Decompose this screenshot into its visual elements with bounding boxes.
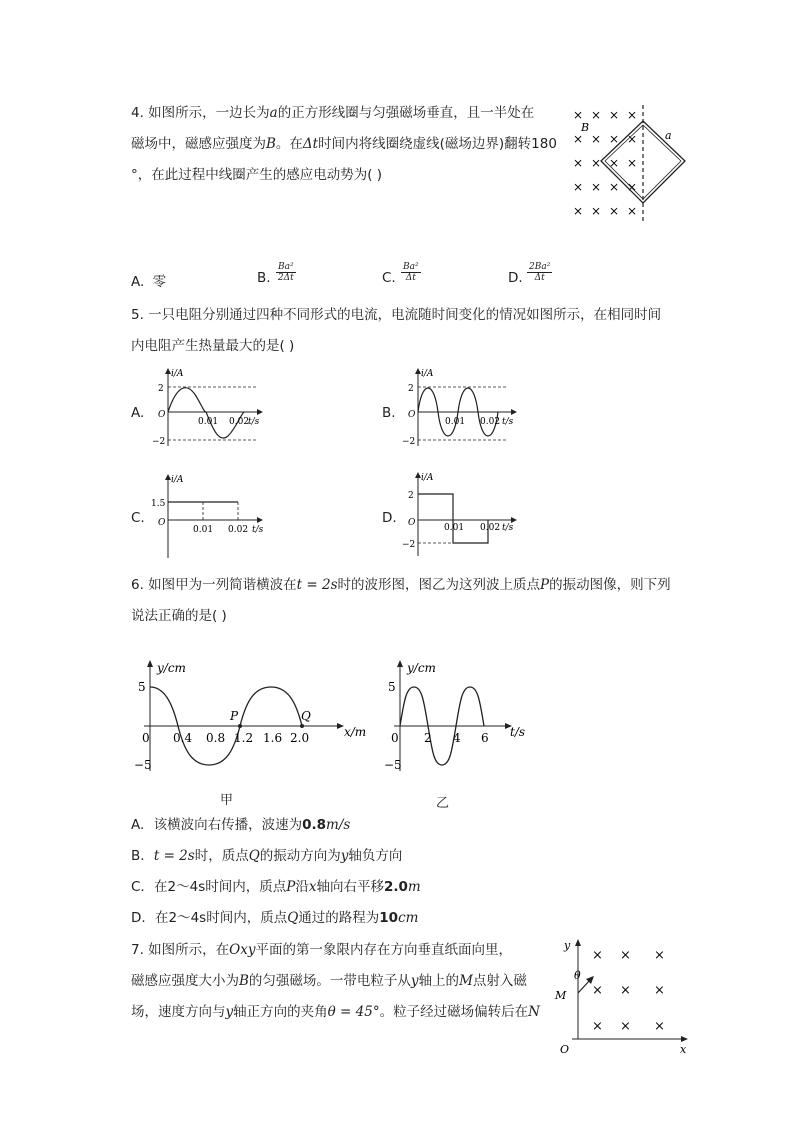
x-tick-1.6: 1.6 — [263, 731, 283, 745]
point-P-dot — [238, 724, 242, 728]
x-label: t/s — [248, 417, 260, 427]
caption-jia: 甲 — [220, 793, 234, 808]
q5-option-b-label[interactable]: B. — [382, 405, 396, 421]
x-label: t/s — [502, 523, 514, 533]
q6-line-2: 说法正确的是( ) — [131, 608, 227, 624]
y-tick-neg5: −5 — [134, 758, 152, 772]
x-tick-0.8: 0.8 — [206, 731, 226, 745]
y-tick-2: 2 — [408, 384, 414, 394]
x-label: x/m — [344, 725, 367, 739]
y-tick-1.5: 1.5 — [151, 499, 166, 509]
theta-label: θ — [574, 969, 581, 982]
field-cross: × — [609, 108, 620, 122]
field-cross: × — [592, 948, 603, 963]
y-label: y — [564, 939, 571, 952]
field-cross: × — [573, 108, 584, 122]
magnetic-field-crosses — [592, 948, 665, 1034]
x-axis-arrow — [681, 1036, 688, 1042]
x-axis-arrow — [511, 409, 517, 415]
y-tick-2: 2 — [158, 384, 164, 394]
field-cross: × — [654, 1019, 665, 1034]
q4-option-b-fraction: $\frac{\text{Ba²}}{2\Delta t}$ — [277, 262, 294, 283]
field-cross: × — [591, 132, 602, 146]
q4-line-1: 4. 如图所示，一边长为a的正方形线圈与匀强磁场垂直，且一半处在 — [131, 105, 535, 121]
q7-line-1: 7. 如图所示，在Oxy平面的第一象限内存在方向垂直纸面向里， — [131, 942, 512, 958]
y-label: i/A — [171, 369, 184, 379]
field-cross: × — [592, 983, 603, 998]
point-Q-dot — [300, 724, 304, 728]
origin-label: O — [408, 410, 416, 420]
q7-line-2: 磁感应强度大小为B的匀强磁场。一带电粒子从y轴上的M点射入磁 — [131, 973, 527, 989]
origin-label: O — [408, 518, 416, 528]
field-cross: × — [592, 1019, 603, 1034]
x-tick-001: 0.01 — [193, 525, 214, 535]
y-axis-arrow — [147, 660, 153, 667]
caption-yi: 乙 — [436, 796, 450, 811]
field-cross: × — [609, 156, 620, 170]
field-cross: × — [627, 180, 638, 194]
x-label: t/s — [252, 525, 264, 535]
x-tick-002: 0.02 — [229, 417, 250, 427]
y-label: y/cm — [157, 661, 186, 675]
q6-figure-jia-waveform — [130, 656, 375, 776]
q5-graph-c — [148, 472, 268, 562]
field-cross: × — [591, 204, 602, 218]
x-label: t/s — [510, 725, 526, 739]
q6-option-d[interactable]: D. 在2～4s时间内，质点Q通过的路程为10cm — [131, 910, 419, 926]
x-tick-1.2: 1.2 — [234, 731, 254, 745]
point-Q-label: Q — [301, 709, 311, 723]
y-axis-arrow — [397, 660, 403, 667]
fig-label-B: B — [581, 121, 590, 134]
q5-line-1: 5. 一只电阻分别通过四种不同形式的电流，电流随时间变化的情况如图所示，在相同时间 — [131, 307, 662, 323]
x-tick-0.4: 0.4 — [173, 731, 193, 745]
q4-option-d-label[interactable]: D. — [508, 270, 523, 286]
q7-figure-quadrant-field — [548, 935, 698, 1057]
x-tick-001: 0.01 — [444, 523, 465, 533]
q4-option-c-label[interactable]: C. — [382, 270, 396, 286]
point-P-label: P — [230, 709, 239, 723]
field-cross: × — [609, 204, 620, 218]
x-tick-002: 0.02 — [228, 525, 249, 535]
field-cross: × — [591, 108, 602, 122]
field-cross: × — [609, 132, 620, 146]
q5-option-d-label[interactable]: D. — [382, 510, 397, 526]
field-cross: × — [627, 156, 638, 170]
y-tick-5: 5 — [388, 680, 396, 694]
y-tick-neg5: −5 — [384, 758, 402, 772]
field-cross: × — [654, 983, 665, 998]
q4-line-2: 磁场中，磁感应强度为B。在Δt时间内将线圈绕虚线(磁场边界)翻转180 — [131, 136, 557, 152]
origin-label: O — [158, 518, 166, 528]
y-tick-neg2: −2 — [152, 437, 166, 447]
field-cross: × — [627, 204, 638, 218]
sine-curve — [168, 388, 244, 438]
field-cross: × — [591, 180, 602, 194]
y-axis-arrow — [575, 939, 581, 946]
q7-line-3: 场，速度方向与y轴正方向的夹角θ = 45°。粒子经过磁场偏转后在N — [131, 1004, 540, 1020]
field-cross: × — [591, 156, 602, 170]
point-M-label: M — [555, 989, 567, 1002]
field-cross: × — [573, 156, 584, 170]
x-tick-2: 2 — [424, 731, 432, 745]
q5-graph-b — [398, 366, 523, 452]
q4-option-b-label[interactable]: B. — [257, 270, 271, 286]
x-tick-6: 6 — [481, 731, 489, 745]
q6-figure-yi-vibration — [376, 656, 536, 776]
q6-option-b[interactable]: B. t = 2s时，质点Q的振动方向为y轴负方向 — [131, 848, 403, 864]
x-axis-arrow — [257, 517, 263, 523]
x-tick-001: 0.01 — [198, 417, 219, 427]
origin-label: O — [560, 1043, 570, 1056]
y-tick-5: 5 — [138, 680, 146, 694]
q4-figure-square-coil — [565, 103, 695, 223]
x-label: t/s — [502, 417, 514, 427]
x-tick-4: 4 — [453, 731, 461, 745]
field-cross: × — [573, 132, 584, 146]
x-tick-001: 0.01 — [445, 417, 466, 427]
x-label: x — [680, 1043, 687, 1056]
field-cross: × — [620, 1019, 631, 1034]
y-label: i/A — [421, 369, 434, 379]
q5-option-c-label[interactable]: C. — [131, 510, 145, 526]
y-tick-neg2: −2 — [402, 437, 416, 447]
x-tick-002: 0.02 — [480, 523, 501, 533]
q4-option-c-fraction: $\frac{\text{Ba²}}{\Delta t}$ — [403, 262, 419, 283]
fig-label-a: a — [665, 129, 672, 142]
field-cross: × — [609, 180, 620, 194]
y-label: i/A — [421, 473, 434, 483]
q6-option-a[interactable]: A. 该横波向右传播，波速为0.8m/s — [131, 817, 351, 833]
field-cross: × — [627, 132, 638, 146]
x-tick-2.0: 2.0 — [290, 731, 310, 745]
q4-option-a[interactable]: A. 零 — [131, 274, 167, 290]
y-tick-2: 2 — [408, 491, 414, 501]
x-axis-arrow — [257, 409, 263, 415]
origin-label: 0 — [391, 731, 399, 745]
y-tick-neg2: −2 — [402, 540, 416, 550]
field-cross: × — [573, 204, 584, 218]
field-cross: × — [620, 983, 631, 998]
field-cross: × — [654, 948, 665, 963]
origin-label: O — [158, 410, 166, 420]
field-cross: × — [573, 180, 584, 194]
field-cross: × — [627, 108, 638, 122]
y-label: y/cm — [407, 661, 436, 675]
q4-line-3: °，在此过程中线圈产生的感应电动势为( ) — [131, 167, 383, 183]
x-tick-002: 0.02 — [480, 417, 501, 427]
q5-graph-d — [398, 470, 523, 560]
origin-label: 0 — [142, 731, 150, 745]
q5-line-2: 内电阻产生热量最大的是( ) — [131, 338, 295, 354]
x-axis-arrow — [337, 723, 344, 729]
q6-option-c[interactable]: C. 在2～4s时间内，质点P沿x轴向右平移2.0m — [131, 879, 421, 895]
q5-graph-a — [148, 366, 268, 452]
q4-option-d-fraction: $\frac{\text{2Ba²}}{\Delta t}$ — [529, 262, 551, 283]
field-cross: × — [620, 948, 631, 963]
q6-line-1: 6. 如图甲为一列简谐横波在t = 2s时的波形图，图乙为这列波上质点P的振动图像，则下列 — [131, 577, 671, 593]
y-label: i/A — [171, 475, 184, 485]
q5-option-a-label[interactable]: A. — [131, 405, 145, 421]
